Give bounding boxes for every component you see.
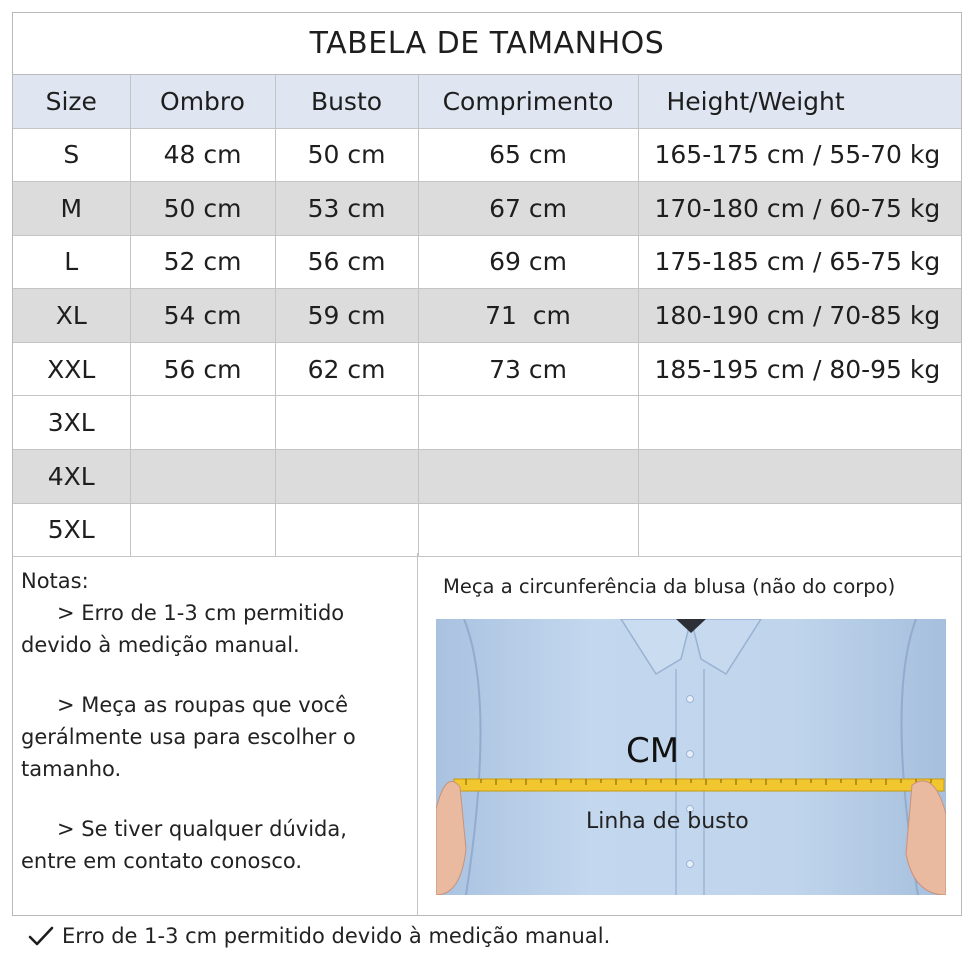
cell-busto: 59 cm bbox=[275, 289, 418, 343]
table-row bbox=[13, 450, 961, 504]
table-header-row bbox=[13, 75, 961, 128]
note-item bbox=[21, 597, 411, 661]
cell-height-weight bbox=[638, 450, 961, 504]
cell-ombro bbox=[130, 503, 275, 557]
size-table bbox=[13, 75, 961, 557]
measure-instruction: Meça a circunferência da blusa (não do corpo) bbox=[443, 575, 896, 598]
column-header-height-weight: Height/Weight bbox=[638, 75, 961, 128]
footer-note bbox=[28, 924, 610, 948]
cell-comprimento: 71 cm bbox=[418, 289, 638, 343]
column-header-busto: Busto bbox=[275, 75, 418, 128]
cell-size: 5XL bbox=[13, 503, 130, 557]
note-line: tamanho. bbox=[21, 757, 122, 781]
cell-comprimento bbox=[418, 450, 638, 504]
cell-comprimento: 67 cm bbox=[418, 182, 638, 236]
cell-ombro: 52 cm bbox=[130, 235, 275, 289]
cell-comprimento bbox=[418, 503, 638, 557]
cell-busto bbox=[275, 450, 418, 504]
cell-ombro bbox=[130, 396, 275, 450]
note-line: > Erro de 1-3 cm permitido bbox=[57, 601, 345, 625]
table-row bbox=[13, 182, 961, 236]
shirt-measurement-image bbox=[436, 619, 946, 895]
cell-ombro bbox=[130, 450, 275, 504]
cell-busto: 62 cm bbox=[275, 342, 418, 396]
notes-heading: Notas: bbox=[21, 569, 89, 593]
note-item bbox=[21, 689, 411, 785]
column-header-ombro: Ombro bbox=[130, 75, 275, 128]
table-row bbox=[13, 235, 961, 289]
table-row bbox=[13, 396, 961, 450]
table-row bbox=[13, 289, 961, 343]
cell-size: XXL bbox=[13, 342, 130, 396]
note-item bbox=[21, 813, 411, 877]
section-divider bbox=[417, 553, 418, 916]
cell-size: L bbox=[13, 235, 130, 289]
notes-panel bbox=[21, 565, 411, 905]
page-title: TABELA DE TAMANHOS bbox=[13, 13, 961, 75]
note-line: > Meça as roupas que você bbox=[57, 693, 349, 717]
cell-busto: 56 cm bbox=[275, 235, 418, 289]
cell-busto bbox=[275, 396, 418, 450]
cell-height-weight: 165-175 cm / 55-70 kg bbox=[638, 128, 961, 182]
size-chart-frame bbox=[12, 12, 962, 916]
checkmark-icon bbox=[28, 925, 54, 947]
note-line: > Se tiver qualquer dúvida, bbox=[57, 817, 347, 841]
cell-ombro: 54 cm bbox=[130, 289, 275, 343]
footer-text: Erro de 1-3 cm permitido devido à medição manual. bbox=[62, 924, 611, 948]
note-line: entre em contato conosco. bbox=[21, 849, 303, 873]
cell-height-weight bbox=[638, 503, 961, 557]
cm-label: CM bbox=[626, 731, 680, 771]
cell-height-weight: 185-195 cm / 80-95 kg bbox=[638, 342, 961, 396]
cell-comprimento: 73 cm bbox=[418, 342, 638, 396]
cell-height-weight: 170-180 cm / 60-75 kg bbox=[638, 182, 961, 236]
table-row bbox=[13, 503, 961, 557]
cell-height-weight: 180-190 cm / 70-85 kg bbox=[638, 289, 961, 343]
note-line: devido à medição manual. bbox=[21, 633, 300, 657]
cell-height-weight: 175-185 cm / 65-75 kg bbox=[638, 235, 961, 289]
cell-ombro: 50 cm bbox=[130, 182, 275, 236]
cell-comprimento: 65 cm bbox=[418, 128, 638, 182]
table-row bbox=[13, 128, 961, 182]
bust-line-label: Linha de busto bbox=[586, 809, 749, 834]
cell-size: XL bbox=[13, 289, 130, 343]
cell-busto: 53 cm bbox=[275, 182, 418, 236]
cell-ombro: 56 cm bbox=[130, 342, 275, 396]
cell-size: 3XL bbox=[13, 396, 130, 450]
cell-ombro: 48 cm bbox=[130, 128, 275, 182]
table-row bbox=[13, 342, 961, 396]
cell-comprimento bbox=[418, 396, 638, 450]
cell-busto bbox=[275, 503, 418, 557]
cell-comprimento: 69 cm bbox=[418, 235, 638, 289]
note-line: gerálmente usa para escolher o bbox=[21, 725, 356, 749]
column-header-size: Size bbox=[13, 75, 130, 128]
shirt-illustration bbox=[436, 619, 946, 895]
column-header-comprimento: Comprimento bbox=[418, 75, 638, 128]
cell-size: 4XL bbox=[13, 450, 130, 504]
cell-size: M bbox=[13, 182, 130, 236]
cell-height-weight bbox=[638, 396, 961, 450]
cell-busto: 50 cm bbox=[275, 128, 418, 182]
cell-size: S bbox=[13, 128, 130, 182]
